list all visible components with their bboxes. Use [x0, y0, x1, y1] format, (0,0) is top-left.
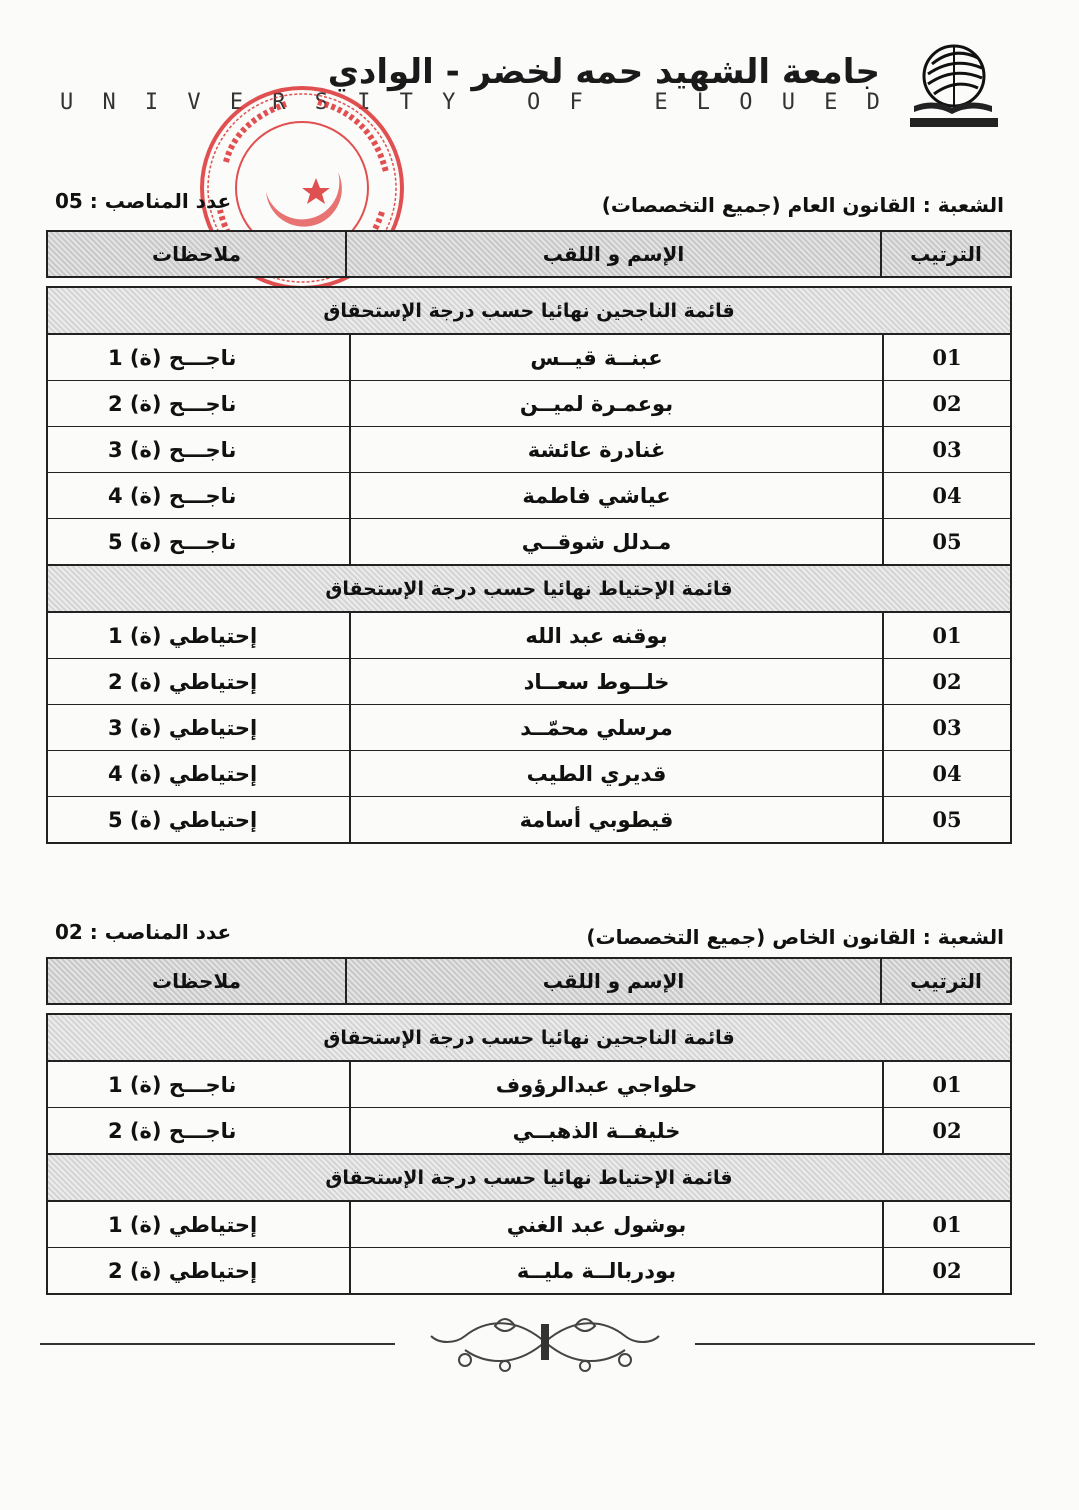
table-row [48, 519, 1010, 564]
rank-cell: 02 [882, 659, 1010, 704]
column-header-name: الإسم و اللقب [345, 959, 880, 1003]
university-logo-icon [904, 34, 1000, 130]
note-cell: ناجـــح (ة) 5 [108, 529, 237, 554]
note-cell: إحتياطي (ة) 4 [108, 761, 258, 786]
note-cell: ناجـــح (ة) 4 [108, 483, 237, 508]
name-cell: عياشي فاطمة [349, 473, 882, 518]
rank-cell: 01 [882, 1202, 1010, 1247]
name-cell: قديري الطيب [349, 751, 882, 796]
table-row [48, 473, 1010, 519]
branch-label: الشعبة : القانون العام (جميع التخصصات) [601, 193, 1004, 217]
branch-label: الشعبة : القانون الخاص (جميع التخصصات) [586, 925, 1004, 949]
table-row [48, 1062, 1010, 1108]
table-row [48, 613, 1010, 659]
footer-divider-right [695, 1343, 1035, 1345]
note-cell: ناجـــح (ة) 3 [108, 437, 237, 462]
rank-cell: 01 [882, 335, 1010, 380]
note-cell: ناجـــح (ة) 1 [108, 345, 237, 370]
note-cell: إحتياطي (ة) 3 [108, 715, 258, 740]
note-cell: إحتياطي (ة) 2 [108, 1258, 258, 1283]
column-header-name: الإسم و اللقب [345, 232, 880, 276]
rank-cell: 05 [882, 519, 1010, 564]
table-header [46, 230, 1012, 278]
column-header-rank: الترتيب [880, 959, 1010, 1003]
rank-cell: 02 [882, 1248, 1010, 1293]
table-row [48, 751, 1010, 797]
rank-cell: 01 [882, 1062, 1010, 1107]
table-row [48, 1248, 1010, 1293]
rank-cell: 01 [882, 613, 1010, 658]
rank-cell: 05 [882, 797, 1010, 842]
university-name-english: U N I V E R S I T Y O F E L O U E D [60, 90, 880, 115]
name-cell: خليفــة الذهبــي [349, 1108, 882, 1153]
name-cell: مـدلل شوقــي [349, 519, 882, 564]
note-cell: ناجـــح (ة) 2 [108, 1118, 237, 1143]
university-name-arabic: جامعة الشهيد حمه لخضر - الوادي [327, 52, 880, 92]
note-cell: ناجـــح (ة) 2 [108, 391, 237, 416]
rank-cell: 02 [882, 1108, 1010, 1153]
results-table-private-law [46, 1013, 1012, 1295]
name-cell: حلواجي عبدالرؤوف [349, 1062, 882, 1107]
table-row [48, 381, 1010, 427]
column-header-notes: ملاحظات [151, 969, 242, 993]
posts-count: عدد المناصب : 02 [55, 920, 232, 944]
posts-count: عدد المناصب : 05 [55, 189, 232, 213]
name-cell: بودربالــة مليــة [349, 1248, 882, 1293]
table-row [48, 705, 1010, 751]
table-row [48, 335, 1010, 381]
column-header-rank: الترتيب [880, 232, 1010, 276]
floral-ornament-icon [395, 1306, 695, 1378]
name-cell: خلــوط سعــاد [349, 659, 882, 704]
note-cell: ناجـــح (ة) 1 [108, 1072, 237, 1097]
name-cell: بوعمـرة لميــن [349, 381, 882, 426]
name-cell: بوقنه عبد الله [349, 613, 882, 658]
name-cell: عبنــة قيــس [349, 335, 882, 380]
table-header [46, 957, 1012, 1005]
name-cell: قيطوبي أسامة [349, 797, 882, 842]
results-table-public-law [46, 286, 1012, 844]
note-cell: إحتياطي (ة) 1 [108, 623, 258, 648]
table-row [48, 797, 1010, 842]
group-title: قائمة الإحتياط نهائيا حسب درجة الإستحقاق [48, 564, 1010, 613]
footer-divider-left [40, 1343, 395, 1345]
rank-cell: 03 [882, 427, 1010, 472]
table-row [48, 1202, 1010, 1248]
group-title: قائمة الناجحين نهائيا حسب درجة الإستحقاق [48, 1015, 1010, 1062]
name-cell: بوشول عبد الغني [349, 1202, 882, 1247]
name-cell: غنادرة عائشة [349, 427, 882, 472]
rank-cell: 02 [882, 381, 1010, 426]
group-title: قائمة الإحتياط نهائيا حسب درجة الإستحقاق [48, 1153, 1010, 1202]
table-row [48, 659, 1010, 705]
note-cell: إحتياطي (ة) 1 [108, 1212, 258, 1237]
rank-cell: 04 [882, 473, 1010, 518]
name-cell: مرسلي محمّــد [349, 705, 882, 750]
table-row [48, 1108, 1010, 1153]
note-cell: إحتياطي (ة) 5 [108, 807, 258, 832]
rank-cell: 03 [882, 705, 1010, 750]
rank-cell: 04 [882, 751, 1010, 796]
table-row [48, 427, 1010, 473]
note-cell: إحتياطي (ة) 2 [108, 669, 258, 694]
group-title: قائمة الناجحين نهائيا حسب درجة الإستحقاق [48, 288, 1010, 335]
column-header-notes: ملاحظات [151, 242, 242, 266]
